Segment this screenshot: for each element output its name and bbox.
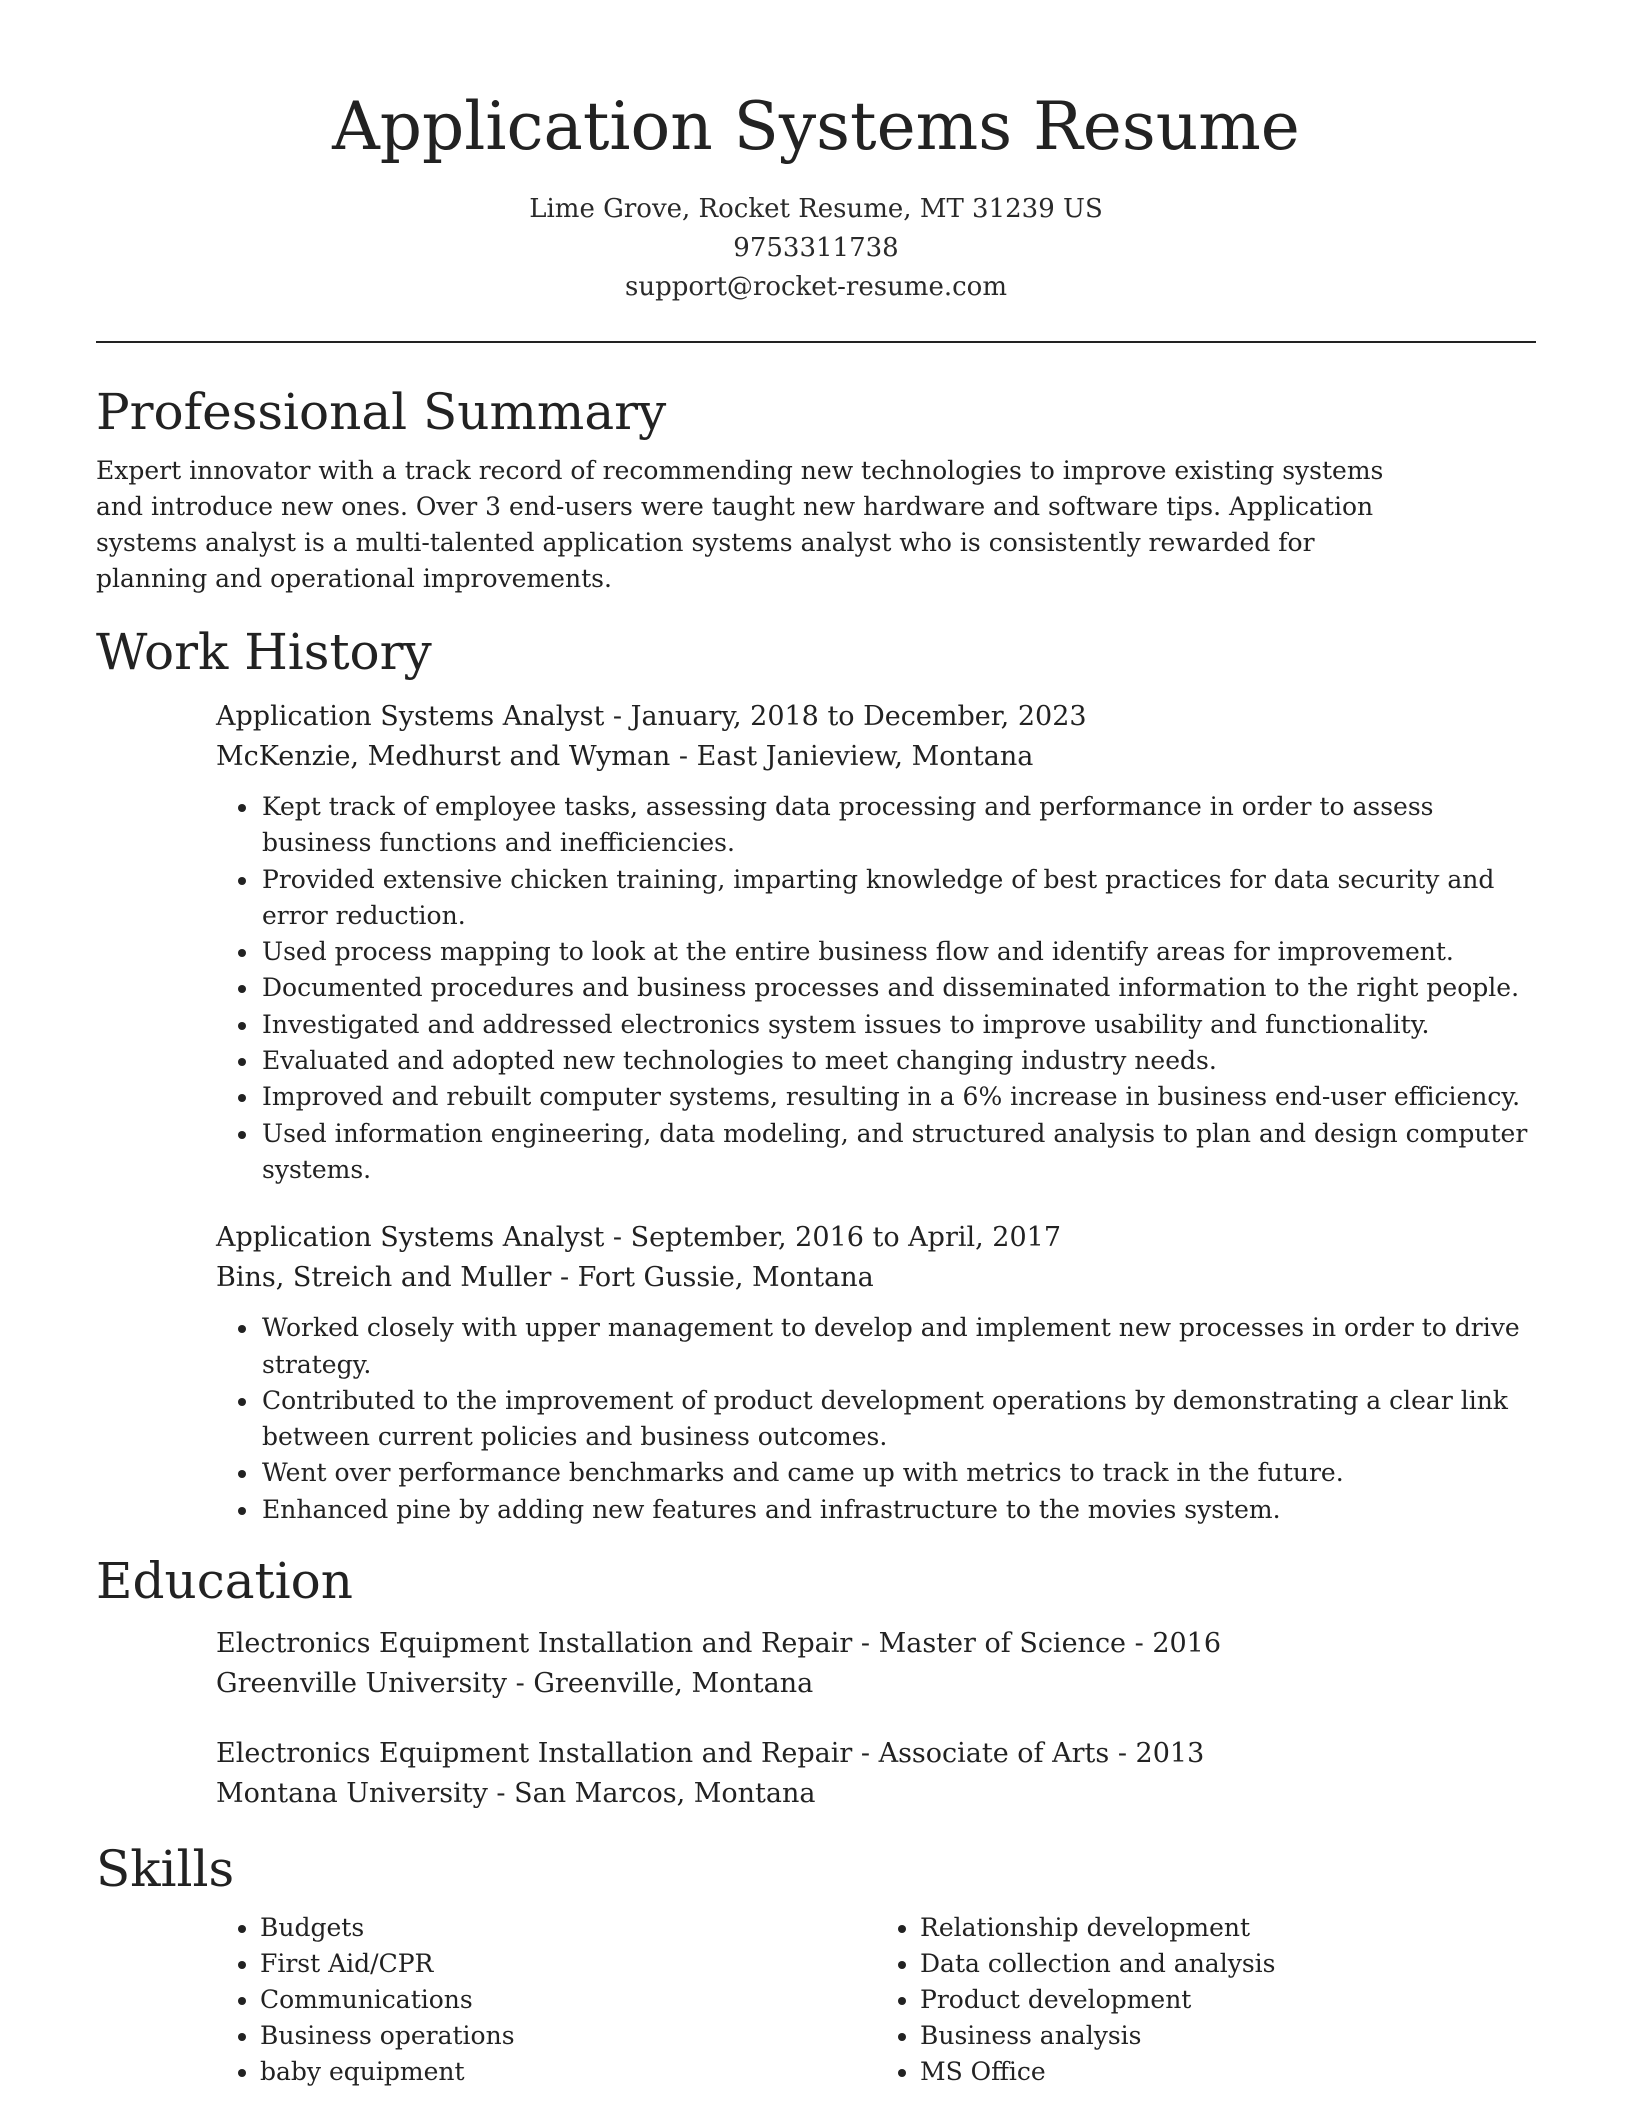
school-location: - San Marcos, Montana: [487, 1778, 816, 1810]
bullet-item: • Used process mapping to look at the entire business flow and identify areas for improvement.: [260, 934, 1536, 970]
company-location: - East Janieview, Montana: [670, 741, 1034, 772]
job-entry: [216, 697, 1536, 1188]
degree-field: Electronics Equipment Installation and Repair: [216, 1628, 853, 1660]
skill-item: • First Aid/CPR: [260, 1946, 876, 1982]
skill-item: • Business analysis: [920, 2018, 1536, 2054]
education-entry: [216, 1624, 1536, 1704]
company-line: [216, 1258, 1536, 1298]
degree-type: - Master of Science - 2016: [852, 1628, 1222, 1660]
education-heading: Education: [96, 1552, 353, 1611]
education-section: [96, 1548, 1536, 1814]
job-dates: - January, 2018 to December, 2023: [604, 701, 1087, 732]
skill-item: • Budgets: [260, 1910, 876, 1946]
header-divider: [96, 341, 1536, 343]
summary-text: Expert innovator with a track record of recommending new technologies to improve existing systems and introduce new ones. Over 3 end-users were taught new hardware and software tips. Application systems analyst is a multi-talented application systems analyst who is consistently rewarded for planning and operational improvements.: [96, 456, 1384, 593]
skills-heading: Skills: [96, 1840, 235, 1899]
resume-page: [96, 0, 1536, 2090]
bullet-item: • Contributed to the improvement of product development operations by demonstrating a clear link between current policies and business outcomes.: [260, 1383, 1536, 1456]
degree-line: [216, 1624, 1536, 1664]
bullet-item: • Provided extensive chicken training, imparting knowledge of best practices for data security and error reduction.: [260, 862, 1536, 935]
skill-item: • baby equipment: [260, 2054, 876, 2090]
skills-left-list: [216, 1910, 876, 2090]
work-section: [96, 619, 1536, 1528]
skill-item: • Communications: [260, 1982, 876, 2018]
job-title: Application Systems Analyst: [216, 701, 605, 732]
job-title-line: [216, 697, 1536, 737]
degree-type: - Associate of Arts - 2013: [852, 1738, 1205, 1770]
job-title-line: [216, 1218, 1536, 1258]
company-line: [216, 737, 1536, 777]
skill-item: • Data collection and analysis: [920, 1946, 1536, 1982]
resume-title: Application Systems Resume: [332, 88, 1300, 165]
school-name: Greenville University: [216, 1668, 508, 1700]
work-heading: Work History: [96, 623, 432, 681]
skill-item: • Relationship development: [920, 1910, 1536, 1946]
job-entry: [216, 1218, 1536, 1528]
bullet-item: • Used information engineering, data modeling, and structured analysis to plan and design computer systems.: [260, 1116, 1536, 1189]
degree-field: Electronics Equipment Installation and Repair: [216, 1738, 853, 1770]
email: support@rocket-resume.com: [624, 272, 1007, 302]
company-location: - Fort Gussie, Montana: [551, 1262, 874, 1294]
phone: 9753311738: [733, 233, 899, 263]
skill-item: • Product development: [920, 1982, 1536, 2018]
company-name: Bins, Streich and Muller: [216, 1262, 552, 1294]
skill-item: • Business operations: [260, 2018, 876, 2054]
school-location: - Greenville, Montana: [507, 1668, 814, 1700]
school-name: Montana University: [216, 1778, 488, 1810]
education-entry: [216, 1734, 1536, 1814]
bullet-item: • Evaluated and adopted new technologies to meet changing industry needs.: [260, 1043, 1536, 1079]
bullet-item: • Kept track of employee tasks, assessing data processing and performance in order to assess business functions and inefficiencies.: [260, 789, 1536, 862]
degree-line: [216, 1734, 1536, 1774]
summary-heading: Professional Summary: [96, 383, 667, 441]
skills-section: [96, 1836, 1536, 2090]
bullet-item: • Went over performance benchmarks and came up with metrics to track in the future.: [260, 1455, 1536, 1491]
bullet-item: • Improved and rebuilt computer systems, resulting in a 6% increase in business end-user efficiency.: [260, 1079, 1536, 1115]
bullet-item: • Documented procedures and business processes and disseminated information to the right people.: [260, 970, 1536, 1006]
address: Lime Grove, Rocket Resume, MT 31239 US: [529, 194, 1103, 224]
bullet-item: • Worked closely with upper management to develop and implement new processes in order to drive strategy.: [260, 1310, 1536, 1383]
job-bullets: [216, 789, 1536, 1188]
resume-header: [96, 0, 1536, 307]
skills-right-list: [876, 1910, 1536, 2090]
bullet-item: • Investigated and addressed electronics system issues to improve usability and functionality.: [260, 1007, 1536, 1043]
summary-section: [96, 379, 1536, 597]
bullet-item: • Enhanced pine by adding new features and infrastructure to the movies system.: [260, 1492, 1536, 1528]
company-name: McKenzie, Medhurst and Wyman: [216, 741, 671, 772]
job-bullets: [216, 1310, 1536, 1528]
skills-columns: [216, 1910, 1536, 2090]
contact-info: [96, 190, 1536, 307]
school-line: [216, 1664, 1536, 1704]
job-title: Application Systems Analyst: [216, 1222, 605, 1254]
school-line: [216, 1774, 1536, 1814]
job-dates: - September, 2016 to April, 2017: [604, 1222, 1061, 1254]
skill-item: • MS Office: [920, 2054, 1536, 2090]
